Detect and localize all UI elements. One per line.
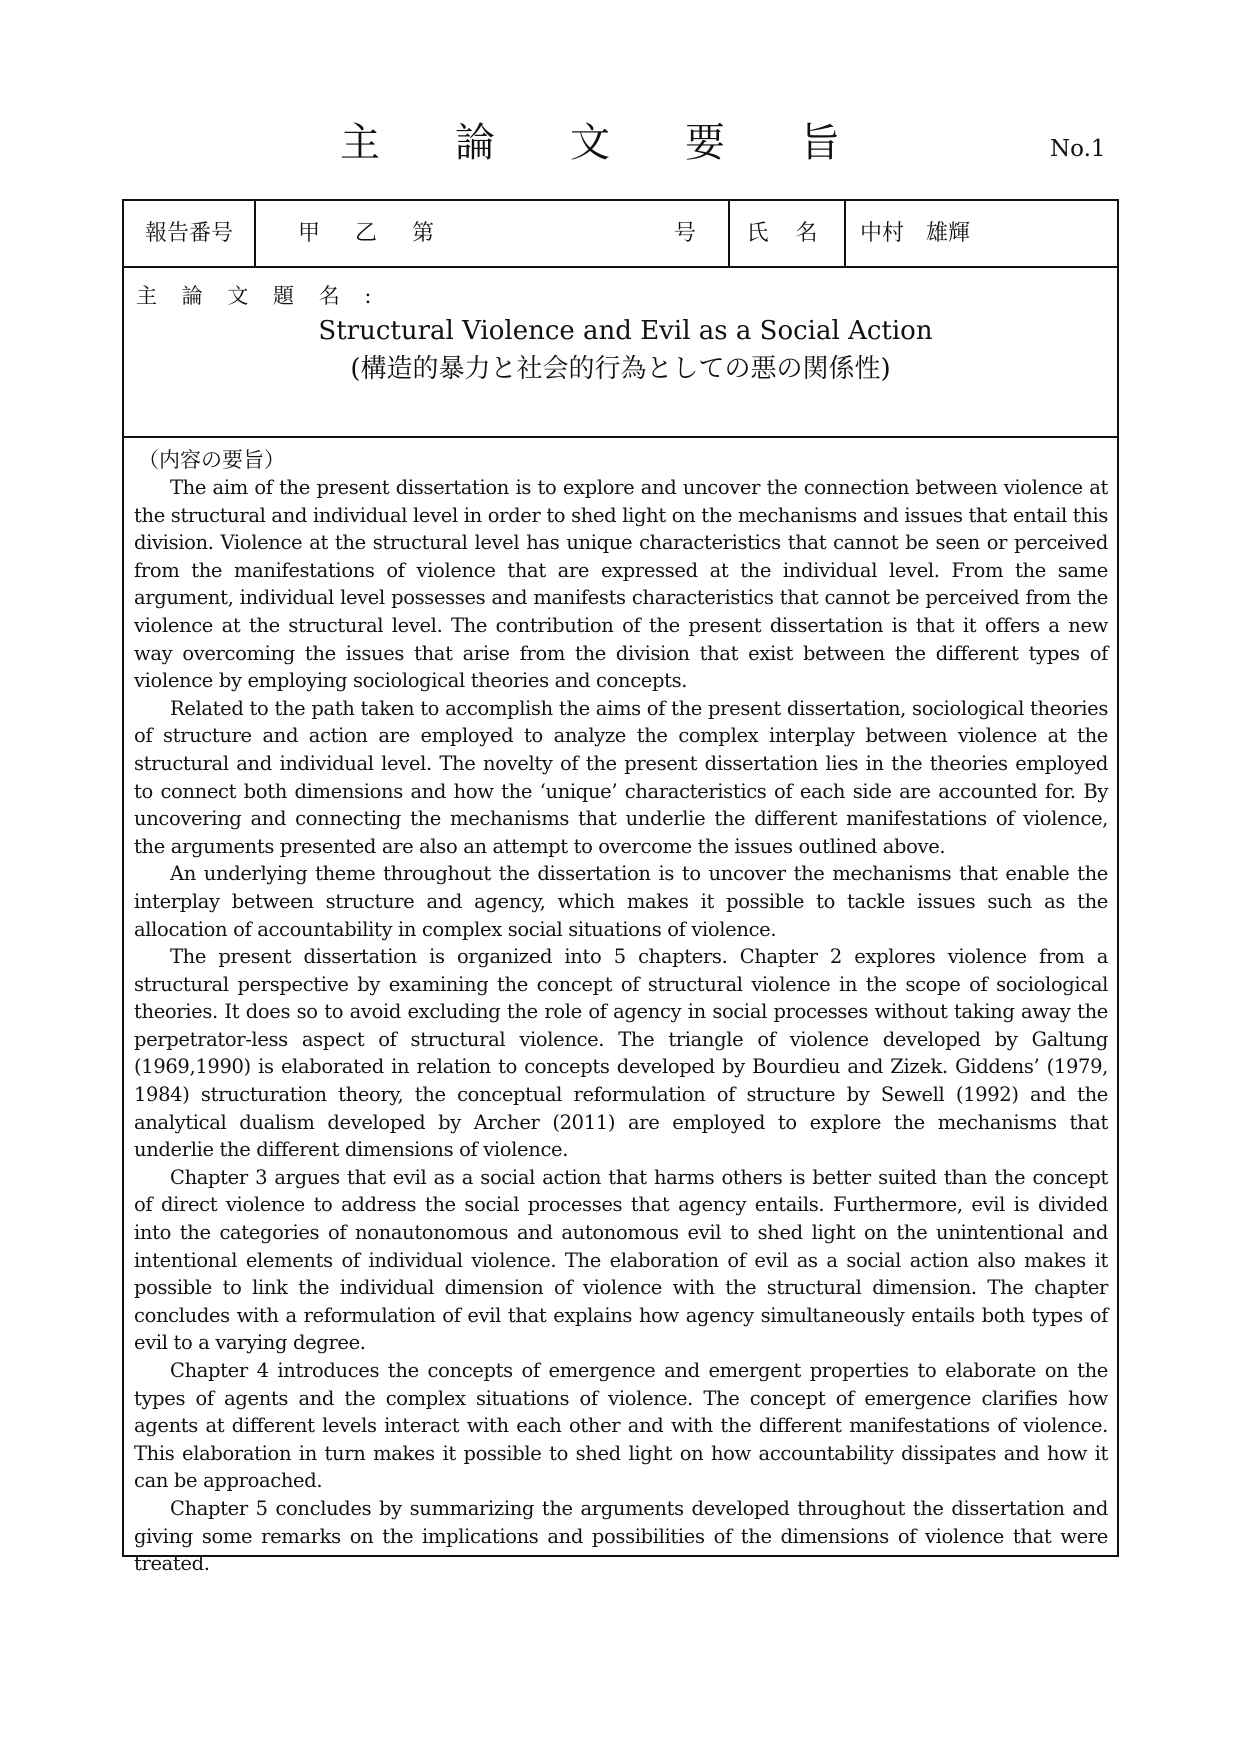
title-char: 文 xyxy=(570,120,610,166)
report-number-cell xyxy=(256,201,730,266)
summary-paragraph: An underlying theme throughout the dissertation is to uncover the mechanisms that enable the interplay between structure and agency, which makes it possible to tackle issues such as the allocation of accountability in complex social situations of violence. xyxy=(134,862,1108,941)
title-char: 論 xyxy=(455,120,495,166)
report-number-label: 報告番号 xyxy=(124,201,256,266)
summary-paragraph: The present dissertation is organized into 5 chapters. Chapter 2 explores violence from a structural perspective by examining the concept of structural violence in the scope of sociological theories. It does so to avoid excluding the role of agency in social processes without taking away the perpetrator-less aspect of structural violence. The triangle of violence developed by Galtung (1969,1990) is elaborated in relation to concepts developed by Bourdieu and Zizek. Giddens’ (1979, 1984) structuration theory, the conceptual reformulation of structure by Sewell (1992) and the analytical dualism developed by Archer (2011) are employed to explore the mechanisms that underlie the different dimensions of violence. xyxy=(134,945,1108,1162)
summary-paragraph: The aim of the present dissertation is to explore and uncover the connection between violence at the structural and individual level in order to shed light on the mechanisms and issues that entail this division. Violence at the structural level has unique characteristics that cannot be seen or perceived from the manifestations of violence that are expressed at the individual level. From the same argument, individual level possesses and manifests characteristics that cannot be perceived from the violence at the structural level. The contribution of the present dissertation is that it offers a new way overcoming the issues that arise from the division that exist between the different types of violence by employing sociological theories and concepts. xyxy=(134,476,1108,693)
thesis-title-japanese: (構造的暴力と社会的行為としての悪の関係性) xyxy=(350,354,891,384)
title-char: 要 xyxy=(685,120,725,166)
report-number-value: 甲 乙 第 xyxy=(298,221,448,246)
summary-label: （内容の要旨） xyxy=(138,448,285,472)
summary-paragraph: Chapter 4 introduces the concepts of emergence and emergent properties to elaborate on the types of agents and the complex situations of violence. The concept of emergence clarifies how agents at different levels interact with each other and with the different manifestations of violence. This elaboration in turn makes it possible to shed light on how accountability dissipates and how it can be approached. xyxy=(134,1359,1108,1493)
summary-paragraph: Chapter 3 argues that evil as a social action that harms others is better suited than the concept of direct violence to address the social processes that agency entails. Furthermore, evil is divided into the categories of nonautonomous and autonomous evil to shed light on the unintentional and intentional elements of individual violence. The elaboration of evil as a social action also makes it possible to link the individual dimension of violence with the structural dimension. The chapter concludes with a reformulation of evil that explains how agency simultaneously entails both types of evil to a varying degree. xyxy=(134,1165,1108,1355)
summary-paragraph: Chapter 5 concludes by summarizing the arguments developed throughout the dissertation and giving some remarks on the implications and possibilities of the dimensions of violence that were treated. xyxy=(134,1496,1108,1576)
thesis-title-section xyxy=(124,268,1117,438)
title-char: 旨 xyxy=(800,120,840,166)
info-row xyxy=(124,201,1117,268)
summary-section xyxy=(124,438,1117,1578)
title-char: 主 xyxy=(340,120,380,166)
document-title xyxy=(340,118,840,168)
header xyxy=(0,118,1241,178)
summary-paragraph: Related to the path taken to accomplish the aims of the present dissertation, sociological theories of structure and action are employed to analyze the complex interplay between violence at the structural and individual level. The novelty of the present dissertation lies in the theories employed to connect both dimensions and how the ‘unique’ characteristics of each side are accounted for. By uncovering and connecting the mechanisms that underlie the different manifestations of violence, the arguments presented are also an attempt to overcome the issues outlined above. xyxy=(134,696,1108,858)
name-label: 氏 名 xyxy=(730,201,846,266)
thesis-title-label: 主 論 文 題 名 : xyxy=(136,284,381,308)
thesis-title-english: Structural Violence and Evil as a Social Action xyxy=(318,316,933,346)
report-number-suffix: 号 xyxy=(674,221,697,246)
page-number: No.1 xyxy=(1050,136,1106,162)
abstract-form xyxy=(122,199,1119,1576)
author-name: 中村 雄輝 xyxy=(860,221,971,246)
